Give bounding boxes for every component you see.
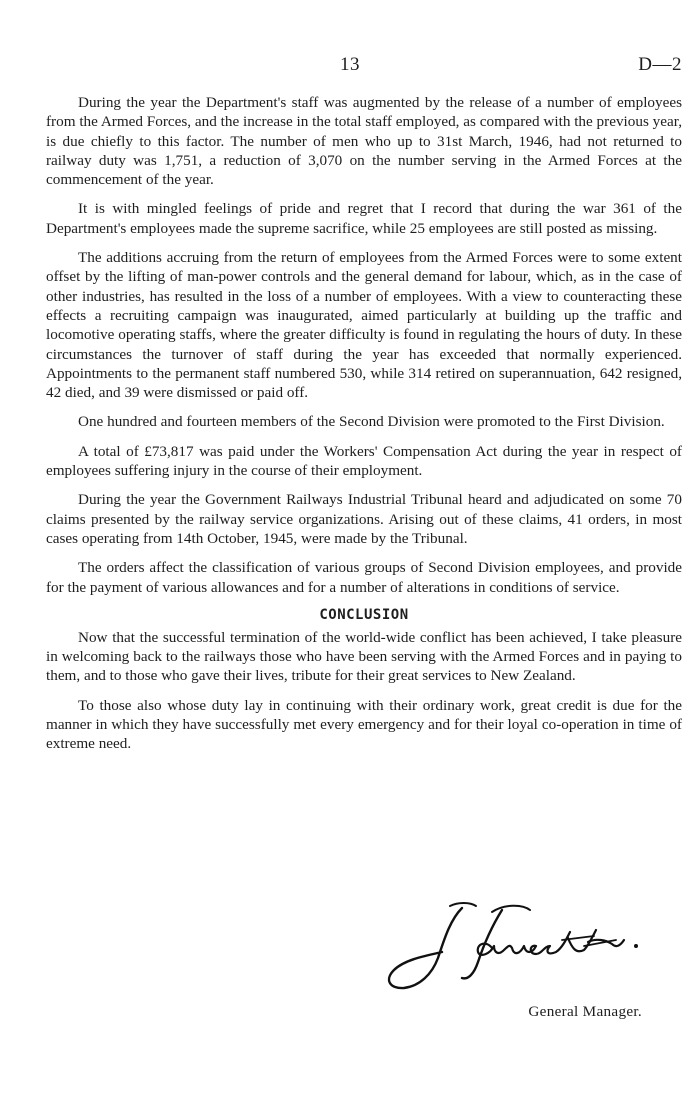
- page-number: 13: [340, 54, 360, 75]
- paragraph-conclusion-credit: To those also whose duty lay in continuing with their ordinary work, great credit is due for the manner in which they have successfully met every emergency and for their loyal co-operation in time of extreme need.: [46, 696, 682, 753]
- signatory-title: General Manager.: [528, 1003, 642, 1020]
- paragraph-workers-compensation: A total of £73,817 was paid under the Workers' Compensation Act during the year in respect of employees suffering injury in the course of their employment.: [46, 442, 682, 480]
- paragraph-tribunal: During the year the Government Railways Industrial Tribunal heard and adjudicated on some 70 claims presented by the railway service organizations. Arising out of these claims, 41 orders, in most cases operating from 14th October, 1945, were made by the Tribunal.: [46, 491, 682, 547]
- handwritten-signature: [380, 900, 680, 990]
- paragraph-promotions: One hundred and fourteen members of the Second Division were promoted to the First Division.: [78, 413, 665, 431]
- document-code: D—2: [638, 54, 682, 75]
- paragraph-staff-augmented: During the year the Department's staff was augmented by the release of a number of employees from the Armed Forces, and the increase in the total staff employed, as compared with the previous year, is due chiefly to this factor. The number of men who up to 31st March, 1946, had not returned to railway duty was 1,751, a reduction of 3,070 on the number serving in the Armed Forces at the commencement of the year.: [46, 94, 682, 189]
- body-text: [46, 93, 682, 764]
- signature-image: [380, 900, 680, 990]
- paragraph-staff-turnover: The additions accruing from the return of employees from the Armed Forces were to some extent offset by the lifting of man-power controls and the general demand for labour, which, as in the case of other industries, has resulted in the loss of a number of employees. With a view to counteracting these effects a recruiting campaign was inaugurated, aimed particularly at building up the traffic and locomotive operating staffs, where the greater difficulty is found in regulating the hours of duty. In these circumstances the turnover of staff during the year has exceeded that normally experienced. Appointments to the permanent staff numbered 530, while 314 retired on superannuation, 642 resigned, 42 died, and 39 were dismissed or paid off.: [46, 249, 682, 402]
- paragraph-conclusion-welcome: Now that the successful termination of the world-wide conflict has been achieved, I take pleasure in welcoming back to the railways those who have been serving with the Armed Forces and in paying to them, and to those who gave their lives, tribute for their great services to New Zealand.: [46, 628, 682, 685]
- conclusion-heading: CONCLUSION: [319, 606, 409, 623]
- paragraph-war-sacrifice: It is with mingled feelings of pride and regret that I record that during the war 361 of the Department's employees made the supreme sacrifice, while 25 employees are still posted as missing.: [46, 200, 682, 237]
- paragraph-orders: The orders affect the classification of various groups of Second Division employees, and provide for the payment of various allowances and for a number of alterations in conditions of service.: [46, 559, 682, 596]
